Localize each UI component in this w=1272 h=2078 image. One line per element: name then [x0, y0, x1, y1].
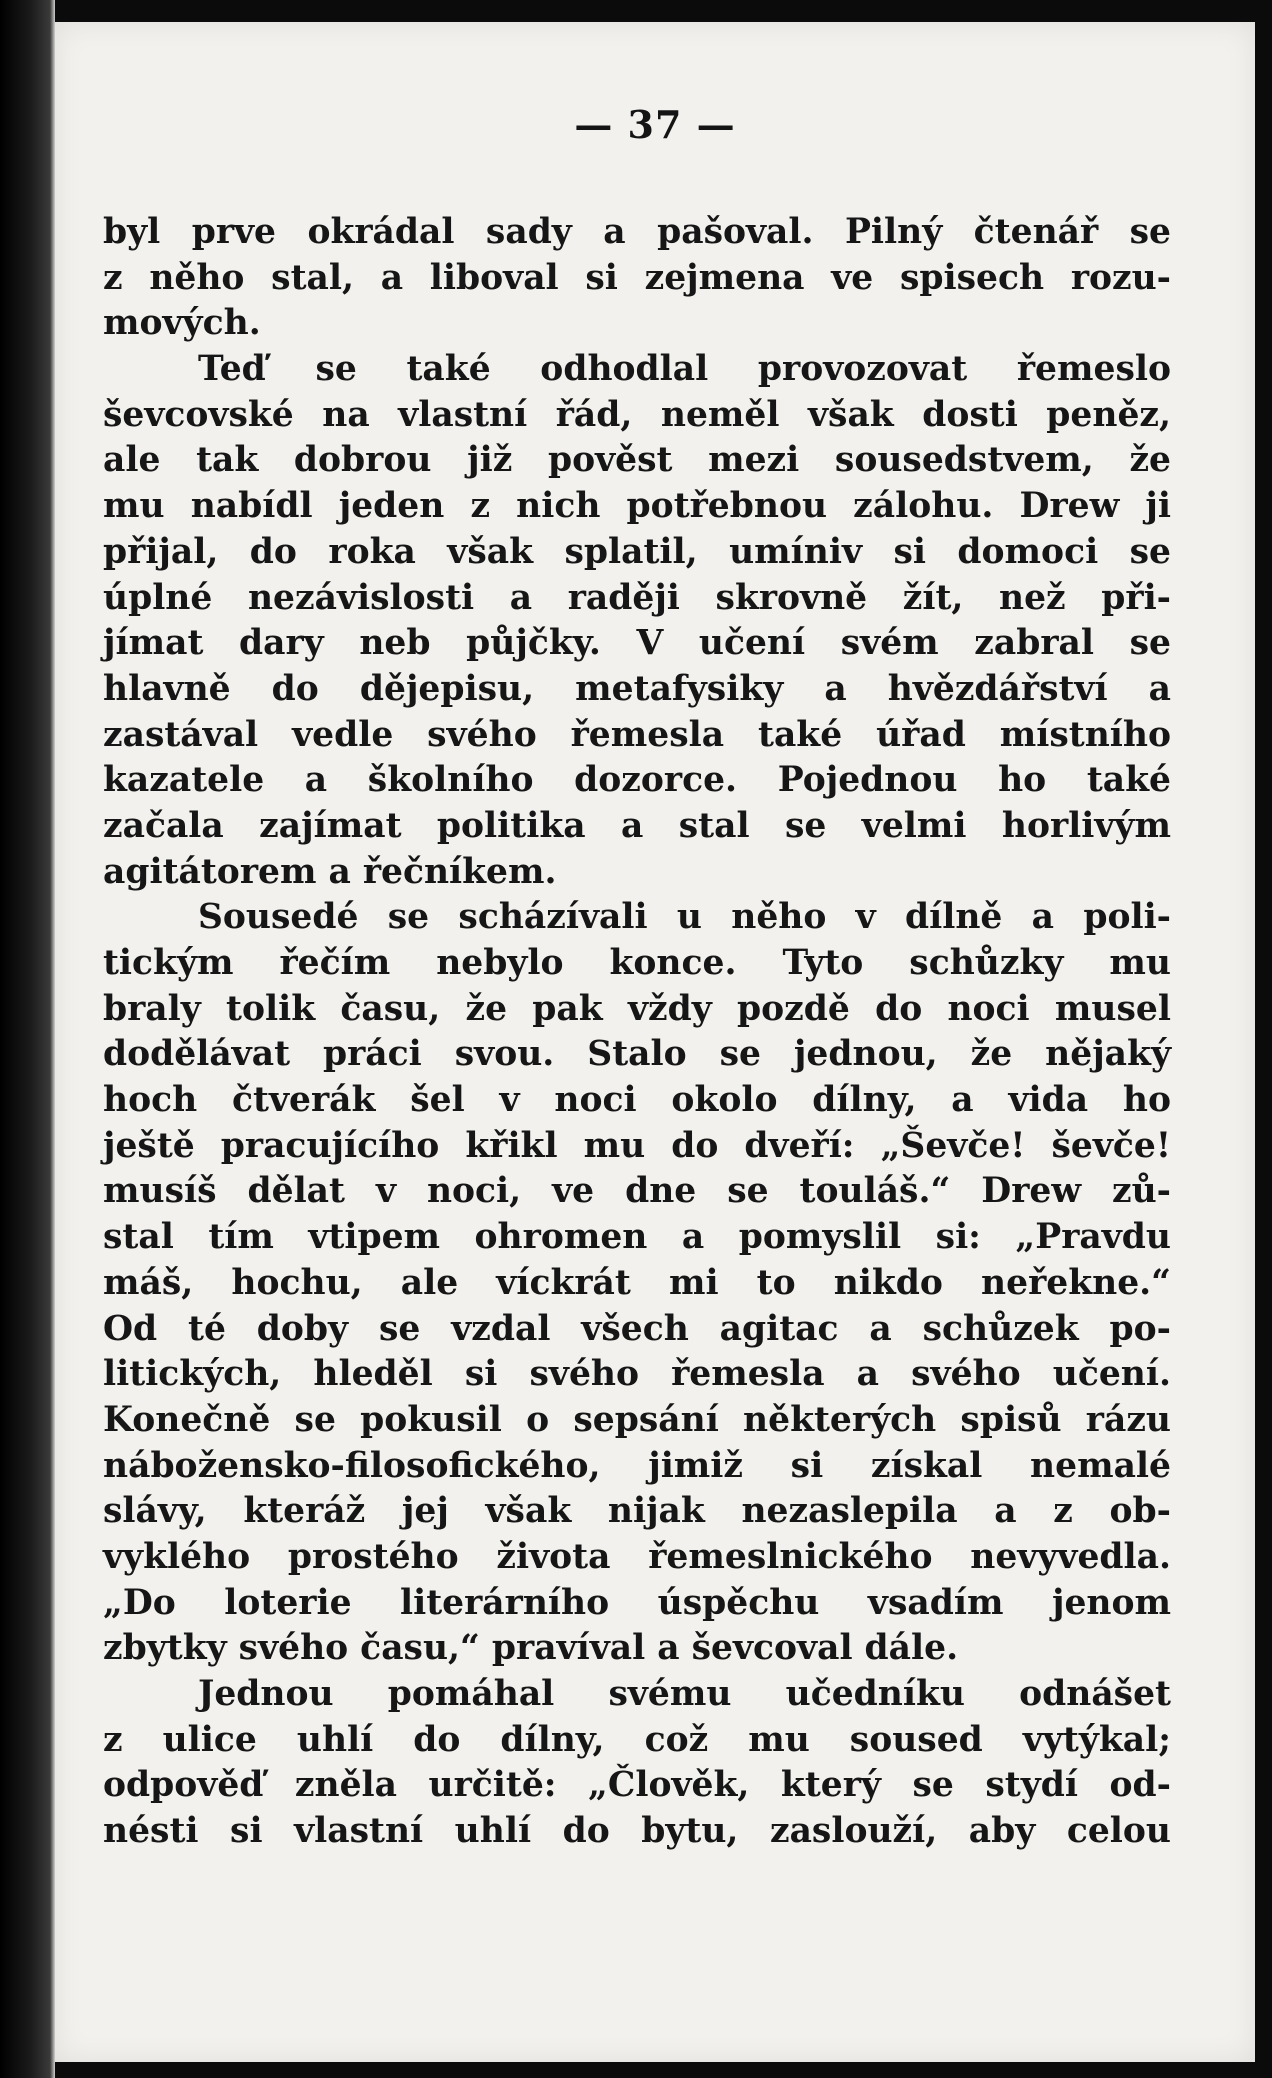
page-body-text: [103, 210, 1171, 1855]
text-line: začala zajímat politika a stal se velmi horlivým: [103, 805, 1171, 846]
text-line: ševcovské na vlastní řád, neměl však dosti peněz,: [103, 394, 1171, 435]
text-line: zbytky svého času,“ pravíval a ševcoval dále.: [103, 1628, 959, 1669]
text-line: úplné nezávislosti a raději skrovně žít, než při-: [103, 577, 1171, 618]
text-line: nésti si vlastní uhlí do bytu, zaslouží, aby celou: [103, 1811, 1171, 1852]
text-line: Konečně se pokusil o sepsání některých spisů rázu: [103, 1399, 1171, 1440]
text-line: slávy, kteráž jej však nijak nezaslepila a z ob-: [103, 1491, 1171, 1532]
text-line: ještě pracujícího křikl mu do dveří: „Ševče! ševče!: [103, 1125, 1171, 1166]
text-line: hlavně do dějepisu, metafysiky a hvězdářství a: [103, 668, 1171, 709]
text-line: ale tak dobrou již pověst mezi sousedstvem, že: [103, 440, 1171, 481]
text-line: odpověď zněla určitě: „Člověk, který se stydí od-: [103, 1765, 1171, 1806]
text-line: litických, hleděl si svého řemesla a svého učení.: [103, 1354, 1171, 1395]
text-line: musíš dělat v noci, ve dne se touláš.“ Drew zů-: [103, 1171, 1171, 1212]
text-line: byl prve okrádal sady a pašoval. Pilný čtenář se: [103, 212, 1171, 252]
text-line: Od té doby se vzdal všech agitac a schůzek po-: [103, 1308, 1171, 1349]
text-line: braly tolik času, že pak vždy pozdě do noci musel: [103, 988, 1171, 1029]
text-line: zastával vedle svého řemesla také úřad místního: [103, 714, 1171, 755]
text-line: mu nabídl jeden z nich potřebnou zálohu. Drew ji: [103, 486, 1171, 527]
text-line: Sousedé se scházívali u něho v dílně a poli-: [198, 897, 1171, 938]
text-line: z něho stal, a liboval si zejmena ve spisech rozu-: [103, 257, 1171, 298]
text-line: vyklého prostého života řemeslnického nevyvedla.: [103, 1536, 1171, 1577]
text-line: stal tím vtipem ohromen a pomyslil si: „Pravdu: [103, 1217, 1171, 1258]
text-line: hoch čtverák šel v noci okolo dílny, a vida ho: [103, 1080, 1171, 1121]
text-line: dodělávat práci svou. Stalo se jednou, že nějaký: [103, 1034, 1171, 1075]
text-line: „Do loterie literárního úspěchu vsadím jenom: [103, 1582, 1171, 1623]
text-line: Jednou pomáhal svému učedníku odnášet: [198, 1674, 1171, 1714]
text-line: agitátorem a řečníkem.: [103, 851, 557, 892]
book-page: [55, 22, 1255, 2062]
text-line: z ulice uhlí do dílny, což mu soused vytýkal;: [103, 1719, 1171, 1760]
page-number: — 37 —: [574, 102, 736, 147]
text-line: jímat dary neb půjčky. V učení svém zabral se: [103, 623, 1171, 664]
text-line: přijal, do roka však splatil, umíniv si domoci se: [103, 531, 1171, 572]
text-line: máš, hochu, ale víckrát mi to nikdo neřekne.“: [103, 1262, 1171, 1303]
text-line: Teď se také odhodlal provozovat řemeslo: [198, 349, 1171, 390]
text-line: nábožensko-filosofického, jimiž si získal nemalé: [103, 1445, 1171, 1486]
text-line: mových.: [103, 303, 261, 344]
scan-dark-edge: [0, 0, 55, 2078]
text-line: tickým řečím nebylo konce. Tyto schůzky mu: [103, 943, 1171, 983]
text-line: kazatele a školního dozorce. Pojednou ho také: [103, 760, 1171, 801]
